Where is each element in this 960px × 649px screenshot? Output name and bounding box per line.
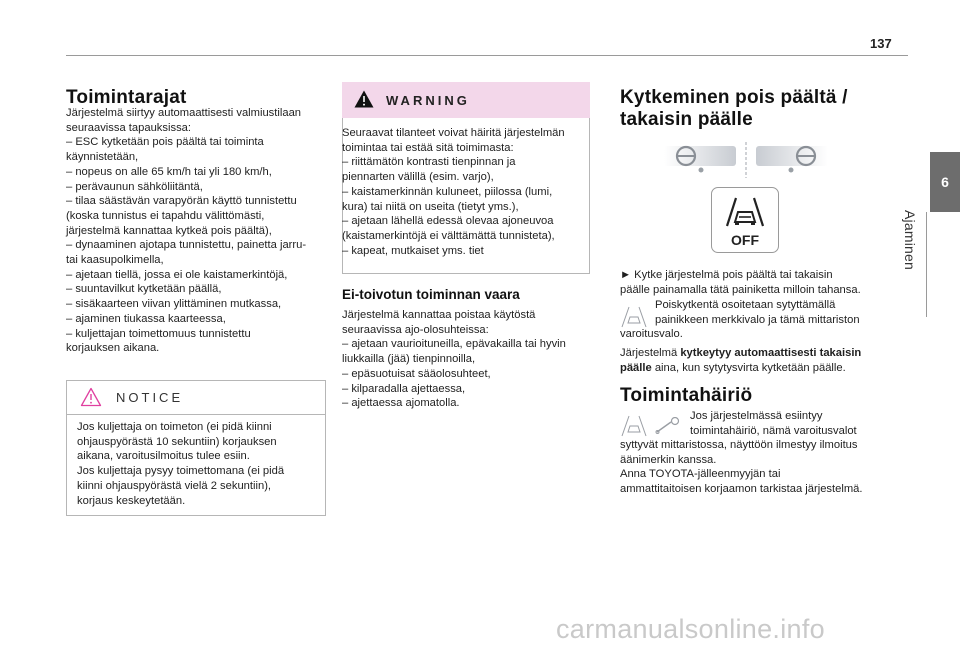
text-line: seuraavissa tapauksissa: [66, 121, 191, 134]
text-line: Järjestelmä siirtyy automaattisesti valmiustilaan [66, 107, 302, 119]
auto-reactivate-bold-a: kytkeytyy automaattisesti takaisin [680, 347, 862, 359]
steering-wheel-illustration [664, 142, 828, 178]
text-line: ammattitaitoisen korjaamon tarkistaa järjestelmä. [620, 483, 863, 496]
header-divider [66, 55, 908, 56]
section-title-onoff-1: Kytkeminen pois päältä / [620, 87, 848, 108]
text-line: (kaistamerkintöjä ei välttämättä tunnisteta), [342, 229, 555, 242]
text-line: (koska tunnistus ei tapahdu välittömästi, [66, 209, 265, 222]
text-line: äänimerkin kanssa. [620, 453, 717, 466]
text-line: – kuljettajan toimettomuus tunnistettu [66, 327, 251, 340]
text-line: – suuntavilkut kytketään päällä, [66, 283, 222, 296]
fault-text [620, 438, 863, 497]
text-line: – epäsuotuisat sääolosuhteet, [342, 367, 491, 380]
service-wrench-icon [654, 417, 684, 435]
text-line: kura) tai niitä on useita (tietyt yms.), [342, 200, 519, 213]
text-line: Seuraavat tilanteet voivat häiritä järjestelmän [342, 127, 565, 139]
text-line: – ajetaan tiellä, jossa ei ole kaistamerkintöjä, [66, 268, 288, 281]
text-line: toimintaa tai estää sitä toimimasta: [342, 141, 514, 154]
text-line: – kilparadalla ajettaessa, [342, 382, 466, 395]
text-line: käynnistetään, [66, 151, 139, 164]
unwanted-text [342, 308, 566, 411]
auto-reactivate-b: aina, kun sytytysvirta kytketään päälle. [651, 361, 846, 374]
off-indication-rest: varoitusvalo. [620, 328, 683, 340]
auto-reactivate-bold-b: päälle [620, 361, 652, 374]
chapter-divider [926, 212, 927, 317]
notice-text [77, 420, 284, 508]
text-line: Jos kuljettaja pysyy toimettomana (ei pidä [77, 465, 285, 478]
warning-title: WARNING [386, 93, 470, 108]
text-line: – kapeat, mutkaiset yms. tiet [342, 244, 484, 257]
text-line: painikkeen merkkivalo ja tämä mittariston [655, 313, 860, 326]
text-line: – ajettaessa ajomatolla. [342, 397, 460, 410]
text-line: – ESC kytketään pois päältä tai toiminta [66, 136, 264, 149]
text-line: – dynaaminen ajotapa tunnistettu, painetta jarru- [66, 239, 307, 252]
text-line: liukkailla (jää) tienpinnoilla, [342, 353, 476, 366]
text-line: päälle painamalla tätä painiketta milloin tahansa. [620, 283, 861, 296]
section-title-fault: Toimintahäiriö [620, 385, 753, 406]
text-line: – perävaunun sähköliitäntä, [66, 180, 203, 193]
text-line: ohjauspyörästä 10 sekuntiin) korjauksen [77, 435, 277, 448]
limits-text [66, 106, 306, 356]
page-number: 137 [870, 36, 892, 51]
text-line: syttyvät mittaristossa, näyttöön ilmestyy ilmoitus [620, 439, 858, 451]
text-line: – tilaa säästävän varapyörän käyttö tunnistettu [66, 195, 297, 208]
onoff-instruction [620, 268, 861, 297]
section-title-limits: Toimintarajat [66, 87, 187, 108]
watermark: carmanualsonline.info [556, 614, 825, 644]
lane-fault-lamp-icon [620, 415, 648, 437]
text-line: Järjestelmä kannattaa poistaa käytöstä [342, 309, 536, 321]
text-line: – ajetaan lähellä edessä olevaa ajoneuvoa [342, 215, 554, 228]
text-line: – sisäkaarteen viivan ylittäminen mutkassa, [66, 298, 282, 311]
notice-warning-icon [80, 387, 102, 407]
lane-warning-lamp-icon [620, 306, 648, 328]
text-line: seuraavissa ajo-olosuhteissa: [342, 323, 489, 336]
text-line: – riittämätön kontrasti tienpinnan ja [342, 156, 516, 169]
off-label: OFF [731, 232, 759, 248]
text-line: korjauksen aikana. [66, 342, 160, 355]
off-indication-text [655, 298, 860, 327]
notice-header [66, 380, 326, 415]
text-line: Poiskytkentä osoitetaan sytyttämällä [655, 299, 836, 311]
text-line: ► Kytke järjestelmä pois päältä tai takaisin [620, 269, 833, 281]
chapter-label [896, 210, 926, 310]
text-line: Anna TOYOTA-jälleenmyyjän tai [620, 468, 781, 481]
auto-reactivate-text [620, 346, 861, 375]
text-line: aikana, varoitusilmoitus tulee esiin. [77, 450, 250, 463]
chapter-label-text: Ajaminen [902, 210, 918, 270]
warning-text [342, 126, 565, 258]
text-line: järjestelmä kannattaa kytkeä pois päältä), [66, 224, 272, 237]
text-line: toimintahäiriö, nämä varoitusvalot [690, 424, 857, 437]
notice-title: NOTICE [116, 390, 184, 405]
section-title-onoff-2: takaisin päälle [620, 109, 753, 130]
text-line: korjaus keskeytetään. [77, 494, 186, 507]
text-line: Jos järjestelmässä esiintyy [690, 410, 823, 422]
section-title-unwanted: Ei-toivotun toiminnan vaara [342, 287, 520, 302]
fault-text-indented [690, 409, 857, 438]
warning-icon [353, 89, 375, 109]
lane-assist-icon [723, 196, 767, 228]
auto-reactivate-a: Järjestelmä [620, 347, 681, 359]
text-line: piennarten välillä (esim. varjo), [342, 171, 494, 184]
text-line: – kaistamerkinnän kuluneet, piilossa (lumi, [342, 185, 553, 198]
text-line: – ajetaan vaurioituneilla, epävakailla tai hyvin [342, 338, 566, 351]
text-line: tai kaasupolkimella, [66, 254, 164, 267]
text-line: Jos kuljettaja on toimeton (ei pidä kiinni [77, 421, 272, 433]
text-line: – nopeus on alle 65 km/h tai yli 180 km/h, [66, 165, 272, 178]
chapter-tab[interactable]: 6 [930, 152, 960, 212]
text-line: kiinni ohjauspyörästä vielä 2 sekuntiin), [77, 479, 272, 492]
text-line: – ajaminen tiukassa kaarteessa, [66, 312, 226, 325]
